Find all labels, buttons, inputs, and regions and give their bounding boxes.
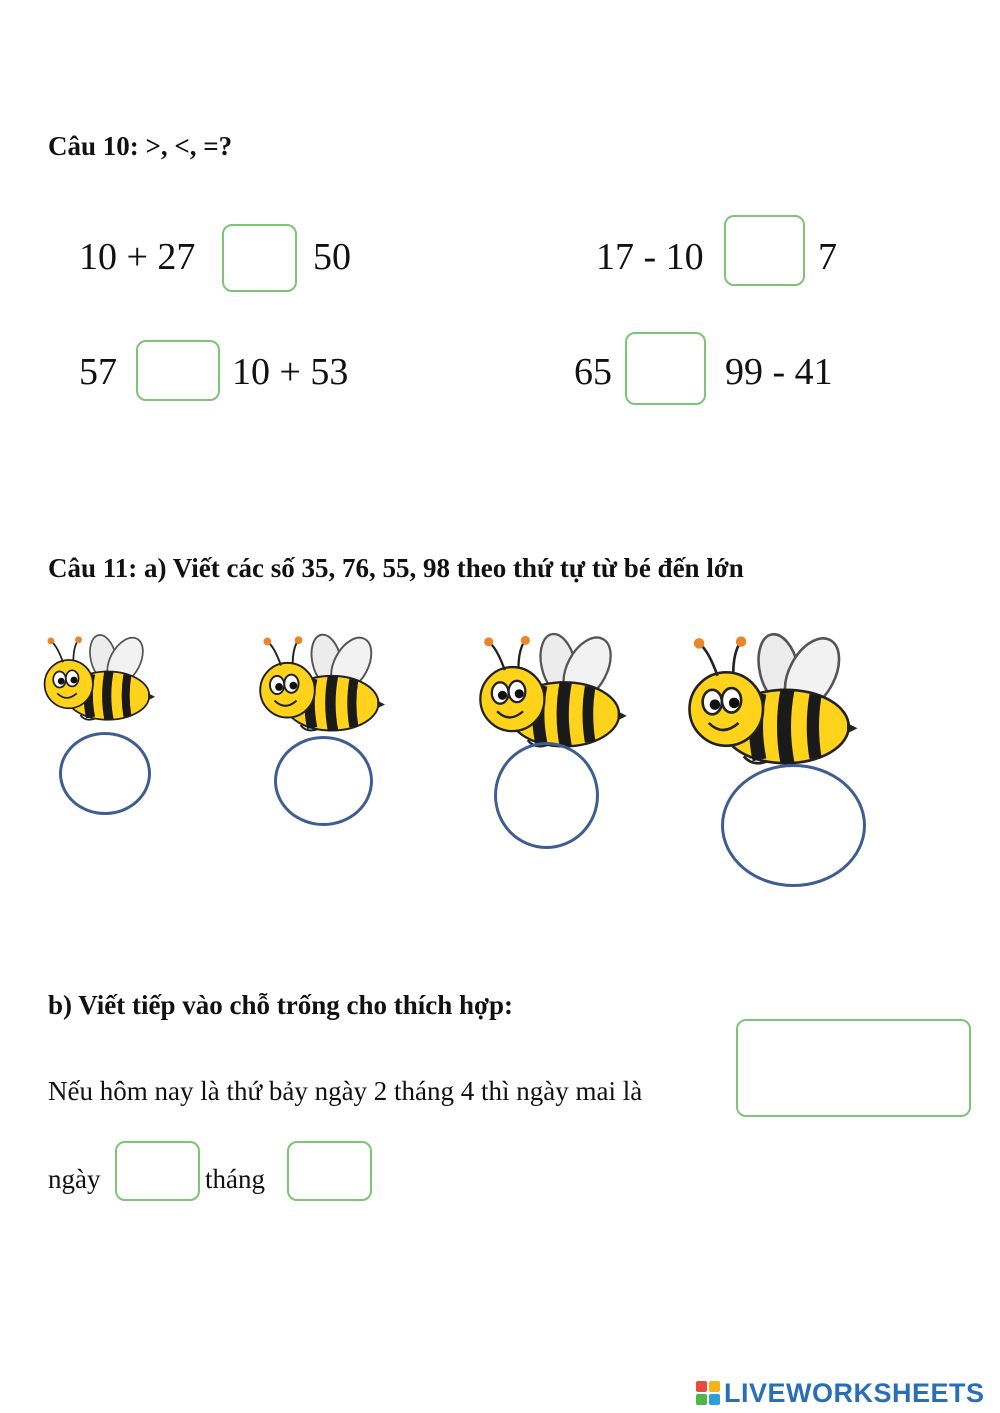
q11b-heading: b) Viết tiếp vào chỗ trống cho thích hợp: <box>48 990 513 1020</box>
day-answer-box[interactable] <box>115 1141 200 1201</box>
order-answer-circle-1[interactable] <box>59 732 151 815</box>
order-answer-circle-4[interactable] <box>721 764 866 887</box>
q10-heading: Câu 10: >, <, =? <box>48 131 233 161</box>
month-label: tháng <box>205 1164 265 1194</box>
q10-item1-left: 10 + 27 <box>79 236 196 278</box>
bee-icon <box>468 632 633 754</box>
q10-item2-right: 7 <box>818 236 837 278</box>
q10-item4-right: 99 - 41 <box>725 351 833 393</box>
q10-item3-right: 10 + 53 <box>232 351 349 393</box>
bee-icon <box>40 632 155 727</box>
q10-item1-answer-box[interactable] <box>222 224 297 292</box>
logo-block-1 <box>696 1381 707 1392</box>
brand-name: LIVEWORKSHEETS <box>724 1377 985 1408</box>
q10-item2-answer-box[interactable] <box>724 215 805 286</box>
day-label: ngày <box>48 1164 101 1194</box>
q10-item3-answer-box[interactable] <box>136 340 220 401</box>
liveworksheets-brand <box>696 1376 985 1410</box>
q10-item4-left: 65 <box>574 351 612 393</box>
month-answer-box[interactable] <box>287 1141 372 1201</box>
liveworksheets-logo-icon <box>696 1381 720 1405</box>
logo-block-2 <box>709 1381 720 1392</box>
q10-item4-answer-box[interactable] <box>625 332 706 405</box>
order-answer-circle-3[interactable] <box>494 742 599 849</box>
q11b-sentence: Nếu hôm nay là thứ bảy ngày 2 tháng 4 thì ngày mai là <box>48 1076 643 1106</box>
bee-icon <box>675 632 865 772</box>
q10-item3-left: 57 <box>79 351 117 393</box>
bee-icon <box>255 632 385 738</box>
q10-item2-left: 17 - 10 <box>596 236 704 278</box>
q11-heading: Câu 11: a) Viết các số 35, 76, 55, 98 theo thứ tự từ bé đến lớn <box>48 553 744 583</box>
logo-block-3 <box>696 1394 707 1405</box>
q10-item1-right: 50 <box>313 236 351 278</box>
logo-block-4 <box>709 1394 720 1405</box>
weekday-answer-box[interactable] <box>736 1019 971 1117</box>
order-answer-circle-2[interactable] <box>274 736 373 826</box>
